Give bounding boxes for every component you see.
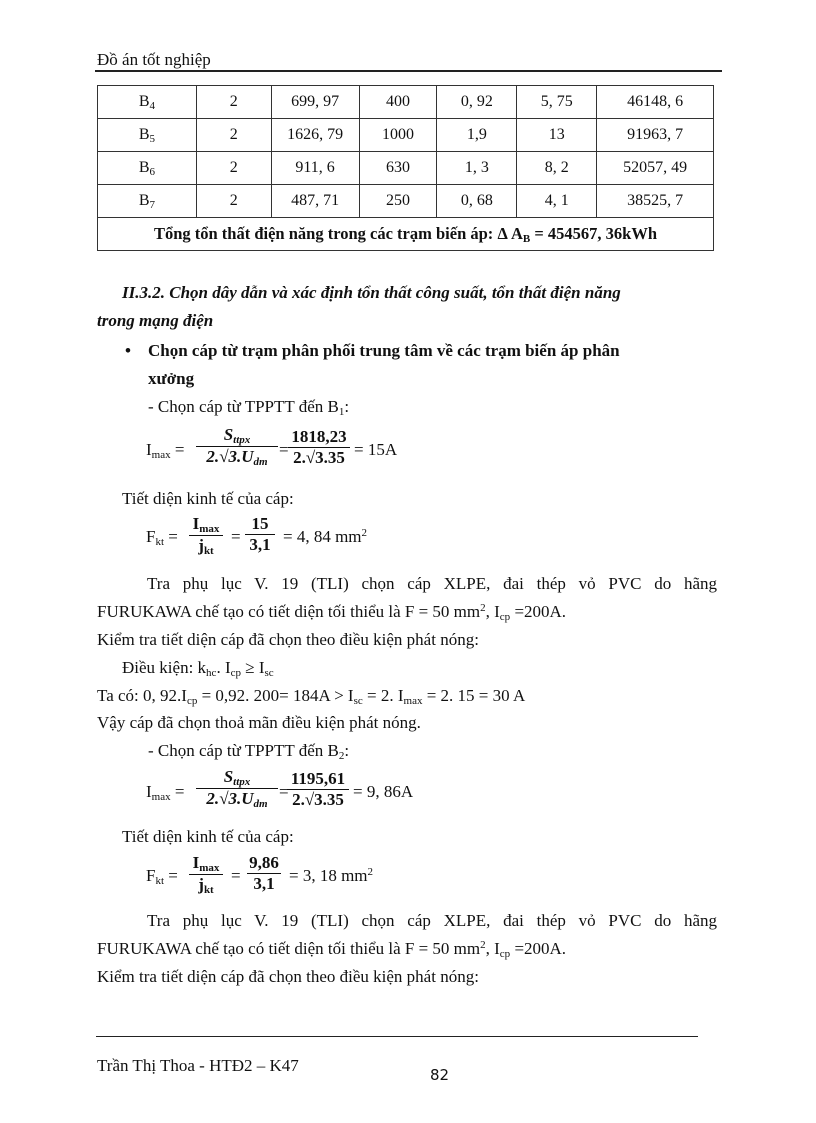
cell-qty: 2 [196,152,271,185]
cell-name-sub: 4 [149,99,155,112]
cell-dp: 1, 3 [437,152,517,185]
eq-sign: = [279,440,289,459]
b2-eq-sign-2: = [231,866,241,885]
cell-sdm: 630 [359,152,437,185]
b2-eq-sign: = [279,782,289,801]
b2-imax-i: I [146,782,152,801]
b2-title-sub: 2 [338,750,345,762]
frac1-num-s: S [223,425,234,444]
b2-frac1-num [196,767,278,789]
frac1-den-text: 2.√3.U [206,447,254,466]
cell-name-sub: 5 [149,132,155,145]
b2-title-end: : [344,741,350,760]
b1-fkt-frac2 [245,514,275,555]
page-number: 82 [430,1066,450,1084]
cond-c: ≥ I [241,658,265,677]
b1-frac2-den: 2.√3.35 [293,448,345,467]
total-label: Tổng tổn thất điện năng trong các trạm biến áp: [153,223,498,243]
b2-para-line2 [97,939,566,960]
b1-para2-sub: cp [499,611,511,623]
fkt-num-sub: max [199,523,220,535]
imax-sub: max [151,449,171,461]
b2-frac1-num-s: S [223,767,234,786]
b1-imax-result: = 15A [354,440,398,459]
b2-para2-sub: cp [499,948,511,960]
fkt-sub: kt [155,536,165,548]
b1-condition [122,658,274,679]
b1-fkt-result-sup: 2 [361,527,368,539]
header-divider [95,70,722,72]
cell-da: 38525, 7 [597,185,714,218]
b1-fkt-frac2-den: 3,1 [249,535,271,554]
fkt-den-j: j [198,536,204,555]
cell-qty: 2 [196,119,271,152]
b1-para2-c: =200A. [510,602,567,621]
b1-para-line1 [97,574,717,594]
b2-frac1-den [196,789,278,810]
transformer-loss-table [97,85,714,251]
cell-sdm: 400 [359,86,437,119]
cell-name [98,119,197,152]
cell-da: 46148, 6 [597,86,714,119]
cond-sub3: sc [264,667,274,679]
eq: = [170,440,185,459]
b1-fkt-label: $F_{kt}$ = [146,527,178,548]
fkt-f: F [146,527,156,546]
b1-taco [97,686,525,707]
table-row [98,86,714,119]
b2-fkt-frac2-den: 3,1 [253,874,275,893]
bullet-text: Chọn cáp từ trạm phân phối trung tâm về các trạm biến áp phân [148,341,620,360]
taco-c: = 2. I [362,686,404,705]
section-heading: II.3.2. Chọn dây dẫn và xác định tổn thất công suất, tổn thất điện năng [122,283,621,302]
b2-imax-sub: max [151,791,171,803]
b1-fkt-result-text: = 4, 84 mm [283,527,362,546]
b2-title-text: - Chọn cáp từ TPPTT đến B [148,741,339,760]
b2-check: Kiểm tra tiết diện cáp đã chọn theo điều kiện phát nóng: [97,967,479,986]
cell-s: 911, 6 [271,152,359,185]
cell-dpn: 5, 75 [517,86,597,119]
cell-dp: 1,9 [437,119,517,152]
b2-frac1 [196,767,278,810]
cond-sub2: cp [230,667,241,679]
cond-a: Điều kiện: k [122,658,207,677]
table-total-row [98,218,714,251]
cell-qty: 2 [196,86,271,119]
taco-d: = 2. 15 = 30 A [422,686,526,705]
cell-name [98,152,197,185]
b2-fkt-num [189,853,223,875]
fkt-num-i: I [192,514,200,533]
b2-fkt-result [289,866,373,886]
cell-dpn: 13 [517,119,597,152]
cell-name-text: B [138,191,150,209]
b2-fkt-num-sub: max [199,862,220,874]
b2-para1-text: Tra phụ lục V. 19 (TLI) chọn cáp XLPE, đai thép vỏ PVC do hãng [147,911,717,930]
taco-sub3: max [403,695,423,707]
cell-qty: 2 [196,185,271,218]
b1-conclusion: Vậy cáp đã chọn thoả mãn điều kiện phát nóng. [97,713,421,732]
taco-sub1: cp [186,695,198,707]
total-symbol: Δ A [497,223,523,243]
frac1-den [196,447,278,468]
b2-fkt-result-text: = 3, 18 mm [289,866,368,885]
eq-sign-2: = [231,527,241,546]
cond-b: . I [216,658,231,677]
cell-da: 91963, 7 [597,119,714,152]
table-total-cell [98,218,714,251]
total-symbol-sub: B [522,232,531,245]
footer-author: Trần Thị Thoa - HTĐ2 – K47 [97,1056,299,1075]
cell-dpn: 8, 2 [517,152,597,185]
fkt-den [189,536,223,557]
b2-para2-a: FURUKAWA chế tạo có tiết diện tối thiểu là F = 50 mm [97,939,481,958]
table-row [98,152,714,185]
footer-divider [96,1036,698,1037]
cell-dpn: 4, 1 [517,185,597,218]
cell-s: 1626, 79 [271,119,359,152]
b1-title-sub: 1 [338,406,345,418]
cell-sdm: 1000 [359,119,437,152]
b1-fkt-frac2-num: 15 [245,514,275,535]
taco-sub2: sc [353,695,363,707]
b2-frac1-den-sub: dm [253,798,268,810]
b1-para1-text: Tra phụ lục V. 19 (TLI) chọn cáp XLPE, đai thép vỏ PVC do hãng [147,574,717,593]
b1-title-end: : [344,397,350,416]
b1-frac1 [196,425,278,468]
b1-title-text: - Chọn cáp từ TPPTT đến B [148,397,339,416]
cell-dp: 0, 92 [437,86,517,119]
b1-para-line2 [97,602,566,623]
cell-name [98,185,197,218]
cell-name-sub: 6 [149,165,155,178]
b2-fkt-num-i: I [192,853,200,872]
b2-imax-label [146,782,184,803]
bullet-text-cont: xưởng [148,369,195,388]
cell-dp: 0, 68 [437,185,517,218]
bullet-marker: • [125,341,131,360]
b2-para2-sup: 2 [480,939,486,951]
b2-frac1-num-sub: ttpx [233,776,251,788]
b2-para2-c: =200A. [510,939,567,958]
b2-fkt-den-j: j [198,875,204,894]
b2-fkt-label: $F_{kt}$ = [146,866,178,887]
b1-para2-sup: 2 [480,602,486,614]
b2-para-line1 [97,911,717,931]
b1-frac2-num: 1818,23 [288,427,350,448]
cell-s: 487, 71 [271,185,359,218]
cell-name-sub: 7 [149,198,155,211]
b2-fkt-result-sup: 2 [367,866,374,878]
total-value: = 454567, 36kWh [530,223,658,243]
b2-kt-title: Tiết diện kinh tế của cáp: [122,827,294,846]
taco-b: = 0,92. 200= 184A > I [197,686,354,705]
cell-name [98,86,197,119]
b2-fkt-sub: kt [155,875,165,887]
page-header: Đồ án tốt nghiệp [97,50,211,69]
b2-fkt-frac2-num: 9,86 [247,853,281,874]
section-heading-cont: trong mạng điện [97,311,214,330]
frac1-num-sub: ttpx [233,434,251,446]
fkt-num [189,514,223,536]
b2-fkt-den [189,875,223,896]
b2-fkt-frac2 [247,853,281,894]
frac1-num [196,425,278,447]
cell-name-text: B [138,92,150,110]
fkt-den-sub: kt [203,545,214,557]
b1-imax-label [146,440,184,461]
cell-name-text: B [138,158,150,176]
b2-fkt-f: F [146,866,156,885]
b1-title [148,397,349,418]
b2-para2-b: , I [485,939,500,958]
b2-imax-result: = 9, 86A [353,782,414,801]
b2-frac2 [287,769,349,810]
table-row [98,185,714,218]
frac1-den-sub: dm [253,456,268,468]
b2-fkt-frac1 [189,853,223,896]
b1-kt-title: Tiết diện kinh tế của cáp: [122,489,294,508]
b2-frac2-den: 2.√3.35 [292,790,344,809]
cell-name-text: B [138,125,150,143]
taco-a: Ta có: 0, 92.I [97,686,187,705]
cell-s: 699, 97 [271,86,359,119]
b1-fkt-frac1 [189,514,223,557]
b2-eq: = [170,782,185,801]
b1-para2-b: , I [485,602,500,621]
b1-fkt-result [283,527,367,547]
cell-da: 52057, 49 [597,152,714,185]
b1-frac2 [288,427,350,468]
table-row [98,119,714,152]
b2-title [148,741,349,762]
b2-fkt-den-sub: kt [203,884,214,896]
b2-frac2-num: 1195,61 [287,769,349,790]
b2-frac1-den-text: 2.√3.U [206,789,254,808]
b1-para2-a: FURUKAWA chế tạo có tiết diện tối thiểu là F = 50 mm [97,602,481,621]
b1-check: Kiểm tra tiết diện cáp đã chọn theo điều kiện phát nóng: [97,630,479,649]
cell-sdm: 250 [359,185,437,218]
cond-sub1: hc [206,667,217,679]
imax-i: I [146,440,152,459]
